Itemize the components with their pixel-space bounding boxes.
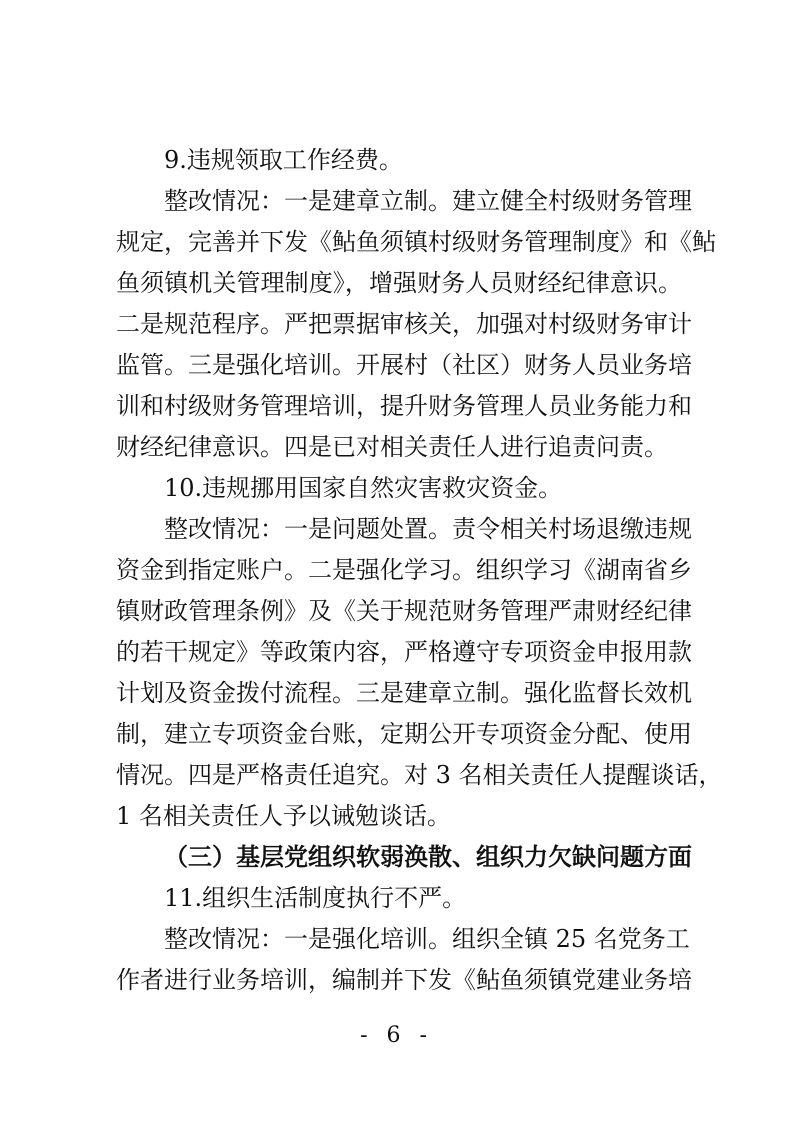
item-11-title: 11.组织生活制度执行不严。 [164,884,467,912]
paragraph-line: 镇财政管理条例》及《关于规范财务管理严肃财经纪律 [116,597,692,625]
paragraph-line: 资金到指定账户。二是强化学习。组织学习《湖南省乡 [116,556,692,584]
paragraph-line: 训和村级财务管理培训，提升财务管理人员业务能力和 [116,392,692,420]
paragraph-line: 1 名相关责任人予以诫勉谈话。 [116,802,451,830]
section-heading: （三）基层党组织软弱涣散、组织力欠缺问题方面 [164,842,692,871]
item-9-title: 9.违规领取工作经费。 [164,146,403,174]
paragraph-line: 财经纪律意识。四是已对相关责任人进行追责问责。 [116,433,668,461]
paragraph-line: 鱼须镇机关管理制度》，增强财务人员财经纪律意识。 [116,269,682,297]
paragraph-line: 整改情况：一是问题处置。责令相关村场退缴违规 [164,515,692,543]
paragraph-line: 二是规范程序。严把票据审核关，加强对村级财务审计 [116,310,692,338]
paragraph-line: 规定，完善并下发《鲇鱼须镇村级财务管理制度》和《鲇 [116,228,716,256]
page-number: - 6 - [360,1023,433,1048]
paragraph-line: 整改情况：一是强化培训。组织全镇 25 名党务工 [164,925,690,953]
paragraph-line: 整改情况：一是建章立制。建立健全村级财务管理 [164,187,692,215]
item-10-title: 10.违规挪用国家自然灾害救灾资金。 [164,474,563,502]
paragraph-line: 情况。四是严格责任追究。对 3 名相关责任人提醒谈话， [116,761,723,789]
paragraph-line: 监管。三是强化培训。开展村（社区）财务人员业务培 [116,351,692,379]
paragraph-line: 计划及资金拨付流程。三是建章立制。强化监督长效机 [116,679,692,707]
paragraph-line: 的若干规定》等政策内容，严格遵守专项资金申报用款 [116,638,692,666]
paragraph-line: 作者进行业务培训，编制并下发《鲇鱼须镇党建业务培 [116,966,692,994]
paragraph-line: 制，建立专项资金台账，定期公开专项资金分配、使用 [116,720,692,748]
